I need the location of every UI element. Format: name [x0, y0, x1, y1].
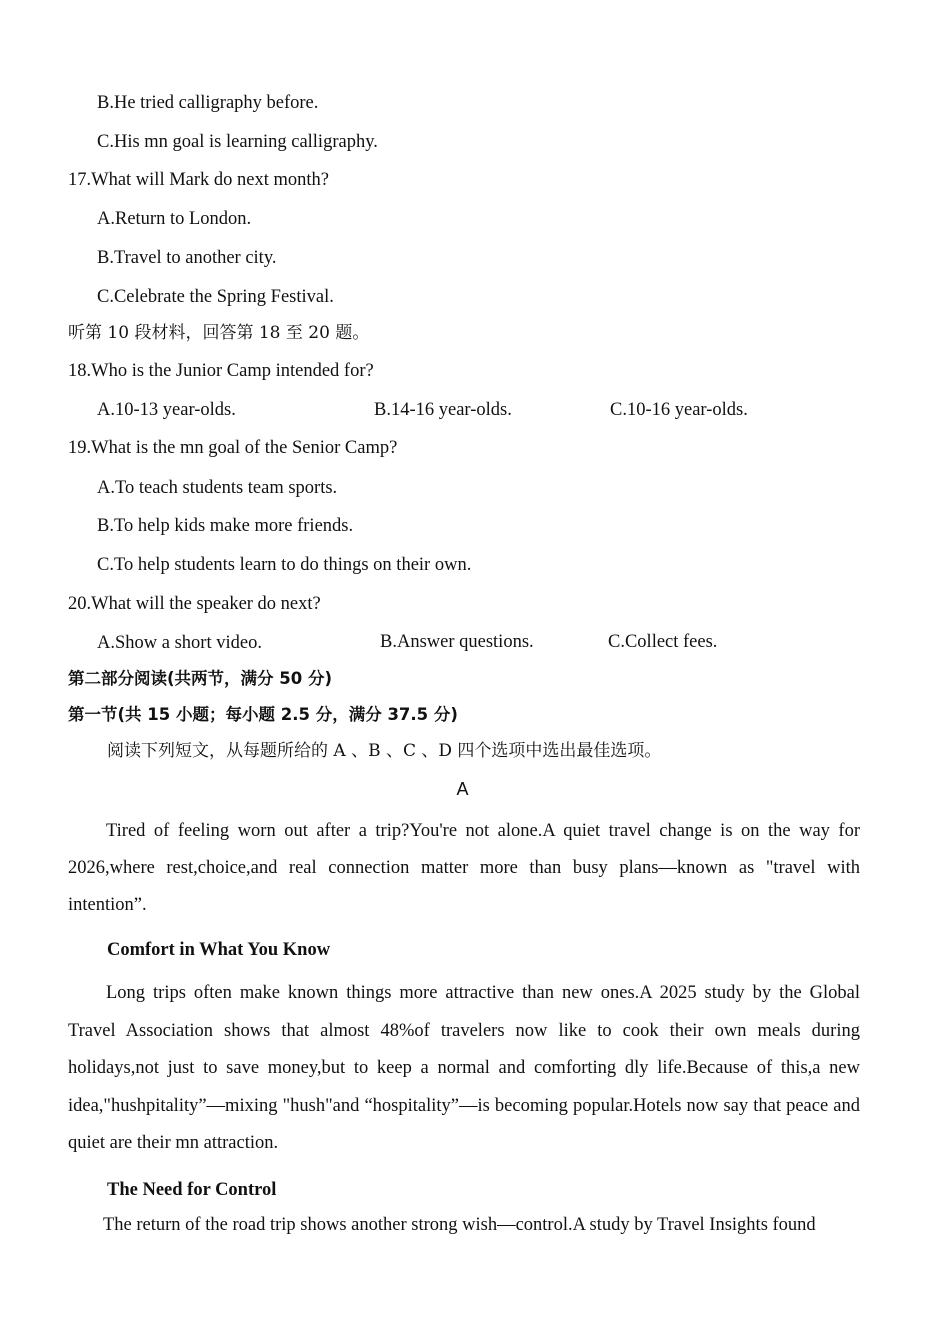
q19-question: 19.What is the mn goal of the Senior Camp? [68, 438, 398, 458]
q17-question: 17.What will Mark do next month? [68, 170, 330, 190]
q17-option-b: B.Travel to another city. [97, 248, 277, 268]
q20-option-c: C.Collect fees. [608, 632, 718, 652]
paragraph-1-text: Tired of feeling worn out after a trip?You're not alone.A quiet travel change is on the way for 2026,where rest,choice,and real connection matter more than busy plans—known as "travel with intention”. [68, 821, 860, 915]
paragraph-3-text: The return of the road trip shows another strong wish—control.A study by Travel Insights found [103, 1215, 816, 1235]
q17-option-c: C.Celebrate the Spring Festival. [97, 287, 334, 307]
q20-question: 20.What will the speaker do next? [68, 594, 321, 614]
q17-option-a: A.Return to London. [97, 209, 252, 229]
passage-paragraph-3 [68, 1207, 860, 1244]
q19-option-c: C.To help students learn to do things on their own. [97, 555, 472, 575]
q19-option-b: B.To help kids make more friends. [97, 516, 354, 536]
q16-option-b: B.He tried calligraphy before. [97, 93, 319, 113]
q19-option-a: A.To teach students team sports. [97, 478, 338, 498]
part-2-title: 第二部分阅读(共两节，满分 50 分) [68, 669, 333, 688]
heading-control: The Need for Control [107, 1180, 277, 1200]
q18-option-a: A.10-13 year-olds. [97, 400, 236, 420]
paragraph-2-text: Long trips often make known things more attractive than new ones.A 2025 study by the Global Travel Association shows that almost 48%of travelers now like to cook their own meals during holidays,not just to save money,but to keep a normal and comforting dly life.Because of this,a new idea,"hushpitality”—mixing "hush"and “hospitality”—is becoming popular.Hotels now say that peace and quiet are their mn attraction. [68, 983, 860, 1153]
reading-instruction: 阅读下列短文，从每题所给的 A 、B 、C 、D 四个选项中选出最佳选项。 [107, 741, 662, 761]
q16-option-c: C.His mn goal is learning calligraphy. [97, 132, 378, 152]
heading-comfort: Comfort in What You Know [107, 940, 331, 960]
q20-option-a: A.Show a short video. [97, 633, 262, 653]
passage-label: A [456, 779, 469, 799]
passage-paragraph-1 [68, 813, 860, 924]
q18-option-c: C.10-16 year-olds. [610, 400, 748, 420]
section-10-instruction: 听第 10 段材料，回答第 18 至 20 题。 [68, 323, 370, 343]
q18-question: 18.Who is the Junior Camp intended for? [68, 361, 374, 381]
q18-option-b: B.14-16 year-olds. [374, 400, 512, 420]
passage-paragraph-2 [68, 975, 860, 1163]
q20-option-b: B.Answer questions. [380, 632, 534, 652]
section-1-title: 第一节(共 15 小题；每小题 2.5 分，满分 37.5 分) [68, 705, 458, 724]
